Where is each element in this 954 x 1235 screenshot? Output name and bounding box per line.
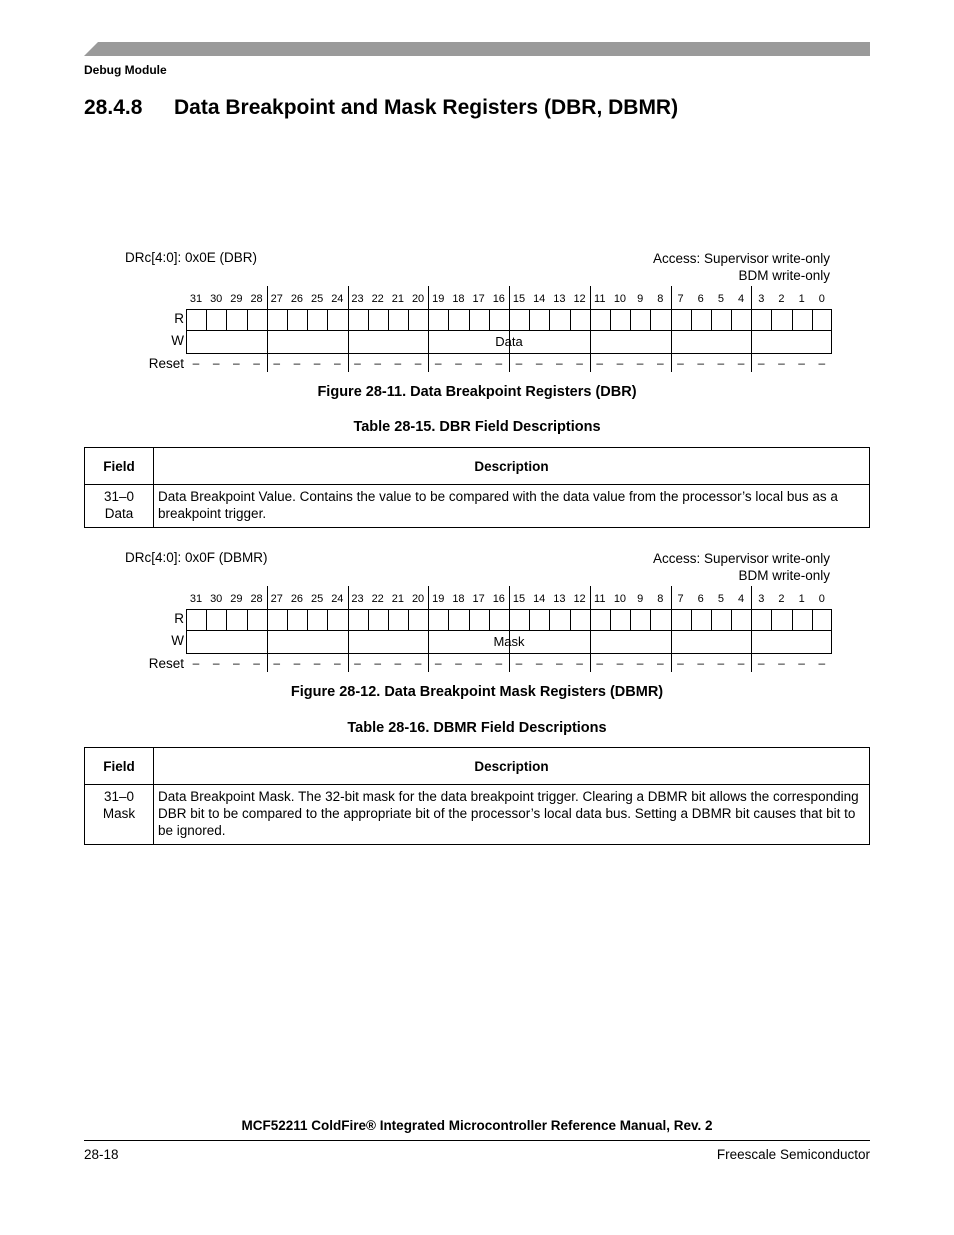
bit-cell	[529, 309, 530, 331]
bit-cell	[287, 609, 288, 631]
bit-cell	[247, 309, 248, 331]
table-header-row	[85, 748, 870, 785]
field-cell	[85, 785, 154, 845]
reset-value: –	[414, 656, 422, 670]
reset-value: –	[656, 356, 664, 370]
reset-value: –	[515, 656, 523, 670]
bit-cell	[428, 609, 429, 631]
bit-cell	[630, 609, 631, 631]
bit-number: 20	[411, 293, 425, 305]
bit-number: 5	[717, 293, 724, 305]
section-title: Data Breakpoint and Mask Registers (DBR, DBMR)	[174, 96, 679, 119]
bit-cell	[428, 309, 429, 331]
bit-cell	[348, 309, 349, 331]
bit-number: 28	[250, 293, 263, 305]
bit-number: 9	[637, 293, 644, 305]
bit-cell	[691, 609, 692, 631]
field-bits: 31–0	[103, 489, 135, 504]
column-header-field: Field	[85, 448, 154, 485]
reset-value: –	[313, 356, 321, 370]
bit-cell	[812, 309, 813, 331]
bit-number: 28	[250, 593, 263, 605]
reset-value: –	[475, 656, 482, 670]
bit-number: 3	[758, 293, 765, 305]
figure-caption: Figure 28-11. Data Breakpoint Registers (DBR)	[317, 384, 637, 400]
bit-number: 3	[758, 593, 765, 605]
bit-cell	[247, 609, 248, 631]
bit-number: 18	[452, 593, 465, 605]
reset-value: –	[656, 656, 664, 670]
reset-value: –	[757, 356, 765, 370]
bit-number: 25	[311, 293, 324, 305]
reset-value: –	[273, 356, 281, 370]
bit-number: 7	[677, 593, 684, 605]
reset-value: –	[778, 656, 785, 670]
bit-number: 0	[818, 293, 825, 305]
reset-value: –	[535, 656, 543, 670]
bit-number: 22	[371, 293, 384, 305]
bit-cell	[610, 609, 611, 631]
reset-value: –	[818, 656, 826, 670]
reset-value: –	[455, 356, 462, 370]
field-bits: 31–0	[103, 789, 135, 804]
bit-cell	[307, 309, 308, 331]
bit-number: 9	[637, 593, 644, 605]
bit-number: 10	[613, 293, 627, 305]
reset-value: –	[293, 656, 301, 670]
field-name-label: Mask	[493, 634, 525, 649]
bit-number: 30	[210, 593, 223, 605]
register-address: DRc[4:0]: 0x0F (DBMR)	[125, 550, 268, 565]
bit-number: 17	[472, 293, 485, 305]
bit-cell	[388, 309, 389, 331]
reset-value: –	[495, 656, 503, 670]
register-access	[653, 550, 830, 584]
bit-cell	[327, 609, 328, 631]
bit-cell	[267, 309, 268, 331]
bit-number: 23	[351, 593, 364, 605]
bit-number: 1	[798, 593, 805, 605]
reset-value: –	[354, 656, 361, 670]
bit-cell	[711, 609, 712, 631]
bit-cell	[650, 609, 651, 631]
bit-number: 21	[391, 593, 404, 605]
bit-number: 15	[512, 293, 526, 305]
bit-number: 7	[677, 293, 684, 305]
reset-value: –	[677, 656, 684, 670]
field-name: Mask	[102, 806, 136, 821]
reset-value: –	[556, 356, 563, 370]
bit-number: 4	[738, 293, 745, 305]
bit-cell	[731, 609, 732, 631]
bit-number: 26	[290, 593, 304, 605]
reset-value: –	[596, 656, 604, 670]
reset-value: –	[636, 356, 644, 370]
reset-value: –	[253, 356, 260, 370]
bit-cell	[570, 309, 571, 331]
row-label-reset: Reset	[148, 656, 184, 671]
bit-cell	[448, 309, 449, 331]
reset-value: –	[374, 656, 382, 670]
bit-cell	[650, 309, 651, 331]
row-label-write: W	[171, 333, 184, 348]
bit-cell	[812, 609, 813, 631]
reset-value: –	[354, 356, 361, 370]
reset-value: –	[616, 656, 624, 670]
bit-number: 16	[492, 593, 505, 605]
bit-cell	[731, 309, 732, 331]
table-row	[85, 785, 870, 845]
bit-number: 18	[452, 293, 465, 305]
reset-value: –	[697, 656, 705, 670]
bit-number: 8	[657, 593, 664, 605]
reset-value: –	[495, 356, 503, 370]
bit-number: 13	[553, 293, 566, 305]
bit-number: 30	[210, 293, 223, 305]
reset-value: –	[455, 656, 462, 670]
column-header-description: Description	[154, 448, 870, 485]
reset-value: –	[293, 356, 301, 370]
section-number: 28.4.8	[84, 96, 143, 119]
bit-cell	[509, 609, 510, 631]
field-name: Data	[104, 506, 134, 521]
bit-number: 11	[594, 593, 606, 605]
reset-value: –	[233, 356, 240, 370]
reset-value: –	[273, 656, 281, 670]
bit-cell	[368, 609, 369, 631]
row-label-reset: Reset	[148, 356, 184, 371]
table-row	[85, 485, 870, 528]
bit-number: 8	[657, 293, 664, 305]
bit-number: 22	[371, 593, 384, 605]
reset-value: –	[233, 656, 240, 670]
footer-company: Freescale Semiconductor	[716, 1147, 870, 1162]
bit-cell	[206, 609, 207, 631]
register-address: DRc[4:0]: 0x0E (DBR)	[125, 250, 258, 265]
bit-cell	[408, 609, 409, 631]
bit-cell	[610, 309, 611, 331]
register-access	[653, 250, 830, 284]
field-cell	[85, 485, 154, 528]
running-header: Debug Module	[84, 63, 167, 77]
reset-value: –	[677, 356, 684, 370]
bit-cell	[489, 309, 490, 331]
bit-cell	[287, 309, 288, 331]
bit-cell	[529, 609, 530, 631]
figure-caption: Figure 28-12. Data Breakpoint Mask Registers (DBMR)	[290, 684, 664, 700]
access-line-1: Access: Supervisor write-only	[652, 551, 830, 566]
bit-cell	[469, 309, 470, 331]
reset-value: –	[192, 656, 200, 670]
access-line-2: BDM write-only	[738, 568, 830, 583]
reset-value: –	[475, 356, 482, 370]
reset-value: –	[798, 356, 805, 370]
page-number: 28-18	[84, 1147, 119, 1162]
reset-value: –	[313, 656, 321, 670]
bit-cell	[226, 609, 227, 631]
bit-number: 26	[290, 293, 304, 305]
reset-value: –	[576, 356, 583, 370]
bit-number: 6	[697, 593, 704, 605]
reset-value: –	[556, 656, 563, 670]
bit-cell	[691, 309, 692, 331]
bit-number: 24	[331, 593, 344, 605]
bit-number: 14	[533, 293, 546, 305]
bit-cell	[348, 609, 349, 631]
bit-number: 15	[512, 593, 526, 605]
reset-value: –	[515, 356, 523, 370]
reset-value: –	[394, 656, 402, 670]
bit-cell	[206, 309, 207, 331]
bit-number: 5	[717, 593, 724, 605]
bit-cell	[307, 609, 308, 631]
reset-value: –	[333, 356, 341, 370]
bit-number: 23	[351, 293, 364, 305]
bit-number: 2	[778, 293, 785, 305]
bit-number: 4	[738, 593, 745, 605]
bit-number: 16	[492, 293, 505, 305]
field-name-label: Data	[495, 334, 523, 349]
row-label-read: R	[174, 311, 184, 326]
bit-cell	[792, 309, 793, 331]
footer-title: MCF52211 ColdFire® Integrated Microcontroller Reference Manual, Rev. 2	[241, 1118, 713, 1133]
bit-cell	[771, 309, 772, 331]
reset-value: –	[798, 656, 805, 670]
reset-value: –	[717, 356, 725, 370]
bit-cell	[630, 309, 631, 331]
description-cell: Data Breakpoint Value. Contains the value to be compared with the data value from the processor’s local bus as a breakpoint trigger.	[154, 485, 870, 528]
section-heading	[84, 96, 678, 120]
bit-number: 21	[391, 293, 404, 305]
bit-number: 20	[411, 593, 425, 605]
reset-value: –	[616, 356, 624, 370]
bit-cell	[226, 309, 227, 331]
bit-cell	[327, 309, 328, 331]
bit-cell	[267, 609, 268, 631]
bit-number: 24	[331, 293, 344, 305]
bit-number: 6	[697, 293, 704, 305]
bit-number: 29	[230, 293, 243, 305]
bit-cell	[469, 609, 470, 631]
column-header-description: Description	[154, 748, 870, 785]
bit-cell	[751, 309, 752, 331]
bit-number: 12	[573, 593, 586, 605]
bit-cell	[751, 609, 752, 631]
reset-value: –	[535, 356, 543, 370]
reset-value: –	[818, 356, 826, 370]
bit-cell	[671, 309, 672, 331]
bit-cell	[489, 609, 490, 631]
bit-cell	[771, 609, 772, 631]
bit-number: 31	[189, 293, 203, 305]
bit-number: 25	[311, 593, 324, 605]
description-cell: Data Breakpoint Mask. The 32-bit mask for the data breakpoint trigger. Clearing a DBMR bit allows the corresponding DBR bit to be compared to the appropriate bit of the processor’s local data bus. Setting a DBMR bit causes that bit to be ignored.	[154, 785, 870, 845]
bit-cell	[368, 309, 369, 331]
reset-value: –	[212, 356, 220, 370]
reset-value: –	[253, 656, 260, 670]
bit-cell	[388, 609, 389, 631]
bit-cell	[590, 309, 591, 331]
bit-number: 0	[818, 593, 825, 605]
bit-cell	[671, 609, 672, 631]
table-title: Table 28-16. DBMR Field Descriptions	[347, 720, 607, 736]
access-line-2: BDM write-only	[738, 268, 830, 283]
bit-cell	[590, 609, 591, 631]
bit-number: 12	[573, 293, 586, 305]
bit-number: 27	[270, 593, 283, 605]
reset-value: –	[212, 656, 220, 670]
reset-value: –	[576, 656, 583, 670]
bit-number: 19	[432, 593, 445, 605]
row-label-write: W	[171, 633, 184, 648]
reset-value: –	[374, 356, 382, 370]
bit-number: 13	[553, 593, 566, 605]
column-header-field: Field	[85, 748, 154, 785]
reset-value: –	[717, 656, 725, 670]
reset-value: –	[697, 356, 705, 370]
bit-number: 19	[432, 293, 445, 305]
reset-value: –	[394, 356, 402, 370]
reset-value: –	[414, 356, 422, 370]
bit-cell	[549, 309, 550, 331]
row-label-read: R	[174, 611, 184, 626]
bit-number: 27	[270, 293, 283, 305]
bit-number: 31	[189, 593, 203, 605]
reset-value: –	[636, 656, 644, 670]
bit-number: 11	[594, 293, 606, 305]
reset-value: –	[596, 356, 604, 370]
field-description-table	[84, 747, 870, 845]
reset-value: –	[434, 656, 442, 670]
reset-value: –	[778, 356, 785, 370]
reset-value: –	[434, 356, 442, 370]
reset-value: –	[757, 656, 765, 670]
field-description-table	[84, 447, 870, 528]
reset-value: –	[333, 656, 341, 670]
reset-value: –	[737, 656, 745, 670]
bit-number: 29	[230, 593, 243, 605]
table-header-row	[85, 448, 870, 485]
bit-number: 10	[613, 593, 627, 605]
reset-value: –	[737, 356, 745, 370]
bit-number: 2	[778, 593, 785, 605]
bit-number: 17	[472, 593, 485, 605]
header-bar	[84, 42, 870, 56]
access-line-1: Access: Supervisor write-only	[652, 251, 830, 266]
bit-cell	[408, 309, 409, 331]
footer-divider	[84, 1140, 870, 1141]
bit-cell	[448, 609, 449, 631]
bit-cell	[711, 309, 712, 331]
bit-cell	[509, 309, 510, 331]
bit-cell	[570, 609, 571, 631]
bit-cell	[549, 609, 550, 631]
table-title: Table 28-15. DBR Field Descriptions	[353, 419, 601, 435]
bit-number: 14	[533, 593, 546, 605]
reset-value: –	[192, 356, 200, 370]
bit-number: 1	[798, 293, 805, 305]
bit-cell	[792, 609, 793, 631]
